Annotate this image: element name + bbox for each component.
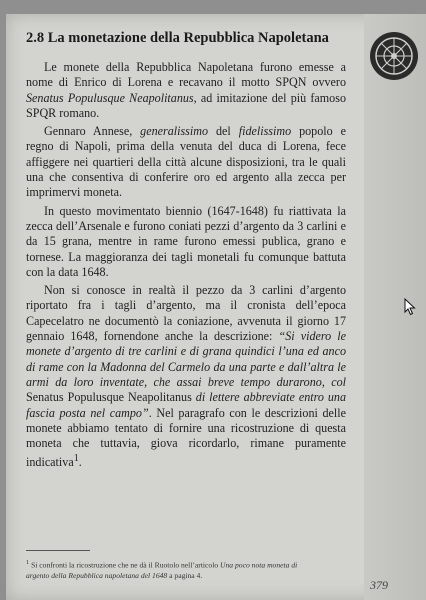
circular-ornament-emblem-icon — [368, 30, 420, 82]
section-heading: 2.8 La monetazione della Repubblica Napoletana — [26, 30, 329, 46]
body-text — [26, 60, 346, 474]
page-margin-band — [364, 14, 426, 600]
paragraph-1: Le monete della Repubblica Napoletana furono emesse a nome di Enrico di Lorena e recavano il motto SPQN ovvero Senatus Populusque Neapolitanus, ad imitazione del più famoso SPQR romano. — [26, 60, 346, 120]
paragraph-3: In questo movimentato biennio (1647-1648) fu riattivata la zecca dell’Arsenale e furono coniati pezzi d’argento da 3 carlini e da 15 grana, mentre in rame furono emessi publica, grano e tornese. La maggioranza dei tagli monetali fu comunque battuta con la data 1648. — [26, 203, 346, 279]
mouse-pointer-icon — [404, 298, 416, 316]
footnote: $^1$ Si confronti la ricostruzione che ne dà il Ruotolo nell’articolo Una poco nota moneta di argento della Repubblica napoletana del 1648 a pagina 4. — [26, 559, 298, 580]
footnote-ref[interactable]: 1 — [73, 453, 79, 465]
page-number: 379 — [370, 578, 388, 592]
paragraph-2: Gennaro Annese, generalissimo del fidelissimo popolo e regno di Napoli, prima della venuta del duca di Lorena, fece affiggere nei quartieri della città alcune disposizioni, tra le quali una che consentiva di conferire oro ed argento alla zecca per imprimervi moneta. — [26, 124, 347, 200]
paragraph-4: Non si conosce in realtà il pezzo da 3 carlini d’argento riportato fra i tagli d’argento, ma il cronista dell’epoca Capecelatro ne documentò la coniazione, avvenuta il giorno 17 gennaio 1648, fornendone anche la descrizione: “Si videro le monete d’argento di tre carlini e di grana quindici l’una ed anco di rame con la Madonna del Carmelo da una parte e dall’altra le armi da loro inventate, che assai breve tempo durarono, col Senatus Populusque Neapolitanus di lettere abbreviate entro una fascia posta nel campo”. Nel paragrafo con le descrizioni delle monete abbiamo tentato di fornire una ricostruzione di questa moneta che tuttavia, giova ricordarlo, rimane puramente indicativa$^1$. — [26, 283, 347, 470]
footnote-divider — [26, 550, 90, 551]
